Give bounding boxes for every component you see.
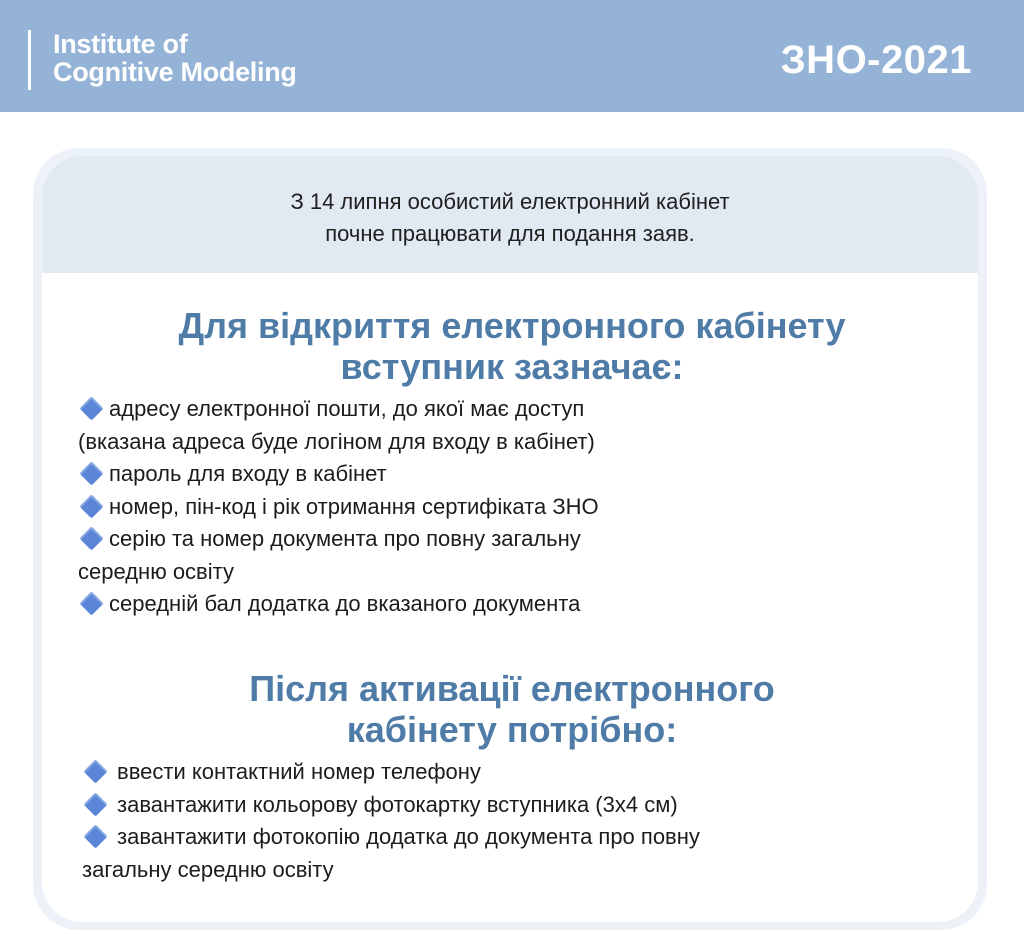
diamond-bullet-icon <box>83 792 107 816</box>
list-item-text: завантажити фотокопію додатка до документа про повну <box>117 824 700 849</box>
list-item-text: пароль для входу в кабінет <box>109 461 387 486</box>
brand-logo <box>28 30 297 90</box>
list-item-continuation: загальну середню освіту <box>82 856 334 882</box>
list-item <box>82 821 700 886</box>
section2-list <box>82 756 700 886</box>
list-item <box>82 789 700 822</box>
section1-heading <box>0 305 1024 387</box>
list-item <box>82 756 700 789</box>
section1-heading-line-2: вступник зазначає: <box>340 346 684 387</box>
section1-heading-line-1: Для відкриття електронного кабінету <box>178 305 846 346</box>
list-item-text: серію та номер документа про повну загальну <box>109 526 581 551</box>
brand-line-2: Cognitive Modeling <box>53 57 297 87</box>
diamond-bullet-icon <box>79 526 103 550</box>
diamond-bullet-icon <box>79 396 103 420</box>
notice-banner <box>42 156 978 273</box>
exam-title: ЗНО-2021 <box>780 38 972 82</box>
notice-text <box>42 186 978 250</box>
list-item <box>78 523 599 588</box>
section2-heading-line-2: кабінету потрібно: <box>346 709 678 750</box>
list-item <box>78 588 599 621</box>
diamond-bullet-icon <box>83 824 107 848</box>
header-bar <box>0 0 1024 112</box>
list-item-continuation: середню освіту <box>78 558 234 584</box>
list-item-text: ввести контактний номер телефону <box>117 759 481 784</box>
notice-line-1: З 14 липня особистий електронний кабінет <box>290 189 730 214</box>
section2-heading <box>0 668 1024 750</box>
list-item <box>78 491 599 524</box>
section1-list <box>78 393 599 621</box>
list-item-text: середній бал додатка до вказаного документа <box>109 591 581 616</box>
diamond-bullet-icon <box>79 494 103 518</box>
list-item-text: завантажити кольорову фотокартку вступника (3х4 см) <box>117 791 678 817</box>
list-item-continuation: (вказана адреса буде логіном для входу в кабінет) <box>78 428 595 454</box>
diamond-bullet-icon <box>79 591 103 615</box>
list-item <box>78 458 599 491</box>
diamond-bullet-icon <box>79 461 103 485</box>
list-item-text: номер, пін-код і рік отримання сертифіката ЗНО <box>109 493 599 519</box>
brand-line-1: Institute of <box>53 29 188 59</box>
list-item-text: адресу електронної пошти, до якої має доступ <box>109 396 585 421</box>
notice-line-2: почне працювати для подання заяв. <box>325 221 695 246</box>
list-item <box>78 393 599 458</box>
diamond-bullet-icon <box>83 759 107 783</box>
section2-heading-line-1: Після активації електронного <box>249 668 775 709</box>
